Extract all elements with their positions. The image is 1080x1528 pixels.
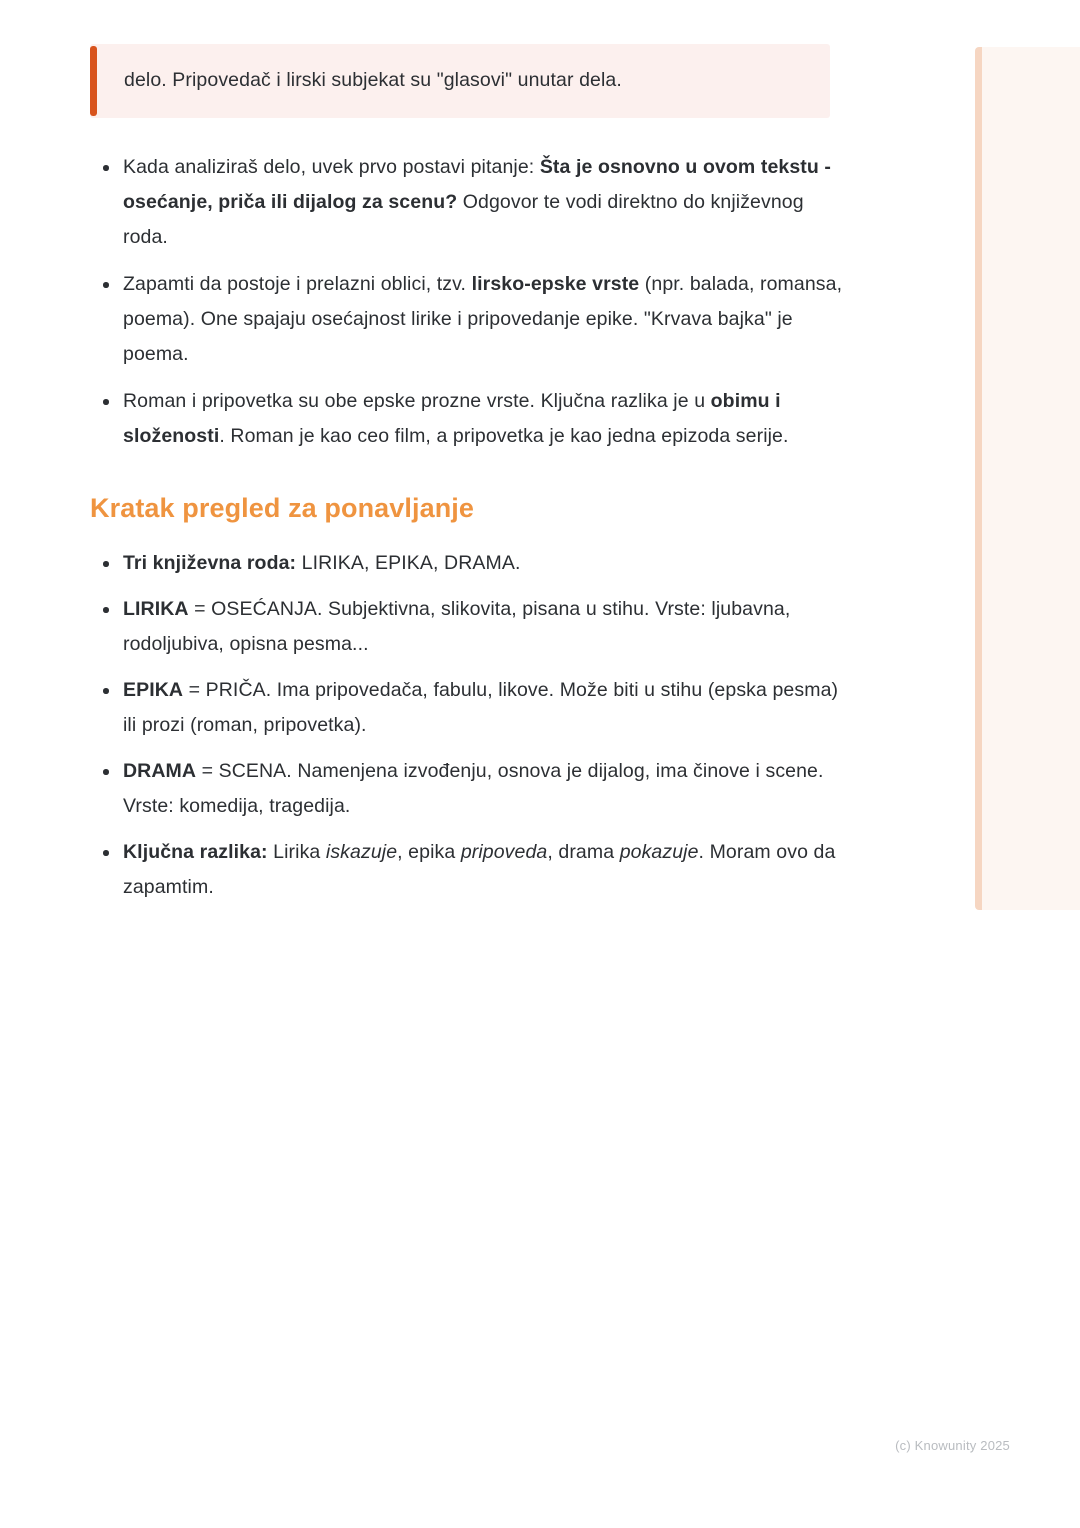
list-item <box>90 673 850 743</box>
list-item <box>90 267 850 372</box>
list-item <box>90 754 850 824</box>
quote-callout-text: delo. Pripovedač i lirski subjekat su "glasovi" unutar dela. <box>124 69 622 91</box>
section-heading: Kratak pregled za ponavljanje <box>90 493 475 523</box>
list-item-text: = PRIČA. Ima pripovedača, fabulu, likove. Može biti u stihu (epska pesma) ili prozi (roman, pripovetka). <box>123 679 839 736</box>
list-item-text: obimu i složenosti <box>123 390 781 447</box>
list-item-text: , drama <box>547 841 620 863</box>
clipped-side-callout-accent-bar <box>975 47 982 910</box>
list-item-text: . Moram ovo da zapamtim. <box>123 841 836 898</box>
list-item-text: LIRIKA <box>123 598 189 620</box>
quote-callout <box>90 44 830 118</box>
list-item-text: Tri književna roda: <box>123 552 297 574</box>
summary-bullet-list <box>90 546 850 905</box>
list-item-text: Ključna razlika: <box>123 841 268 863</box>
list-item-text: lirsko-epske vrste <box>471 273 640 295</box>
list-item-text: Odgovor te vodi direktno do književnog roda. <box>123 191 804 248</box>
list-item <box>90 835 850 905</box>
document-content-column <box>90 0 850 916</box>
clipped-side-callout <box>975 47 1080 910</box>
intro-bullet-list <box>90 150 850 454</box>
list-item-text: Roman i pripovetka su obe epske prozne vrste. Ključna razlika je u <box>123 390 711 412</box>
footer-copyright: (c) Knowunity 2025 <box>895 1438 1010 1453</box>
quote-callout-accent-bar <box>90 46 97 116</box>
list-item-text: LIRIKA, EPIKA, DRAMA. <box>296 552 521 574</box>
list-item <box>90 546 850 581</box>
list-item-text: DRAMA <box>123 760 197 782</box>
list-item-text: Zapamti da postoje i prelazni oblici, tzv. <box>123 273 472 295</box>
list-item-text: pripoveda <box>460 841 548 863</box>
list-item-text: iskazuje <box>325 841 398 863</box>
list-item-text: pokazuje <box>619 841 699 863</box>
list-item <box>90 384 850 454</box>
list-item <box>90 150 850 255</box>
list-item-text: = OSEĆANJA. Subjektivna, slikovita, pisana u stihu. Vrste: ljubavna, rodoljubiva, opisna pesma... <box>123 598 791 655</box>
list-item-text: (npr. balada, romansa, poema). One spajaju osećajnost lirike i pripovedanje epike. "Krvava bajka" je poema. <box>123 273 843 365</box>
list-item-text: Lirika <box>267 841 326 863</box>
list-item-text: Kada analiziraš delo, uvek prvo postavi pitanje: <box>123 156 540 178</box>
list-item-text: EPIKA <box>123 679 184 701</box>
list-item <box>90 592 850 662</box>
list-item-text: , epika <box>397 841 461 863</box>
list-item-text: . Roman je kao ceo film, a pripovetka je kao jedna epizoda serije. <box>219 425 789 447</box>
list-item-text: = SCENA. Namenjena izvođenju, osnova je dijalog, ima činove i scene. Vrste: komedija, tragedija. <box>123 760 824 817</box>
list-item-text: Šta je osnovno u ovom tekstu - osećanje, priča ili dijalog za scenu? <box>123 156 832 213</box>
